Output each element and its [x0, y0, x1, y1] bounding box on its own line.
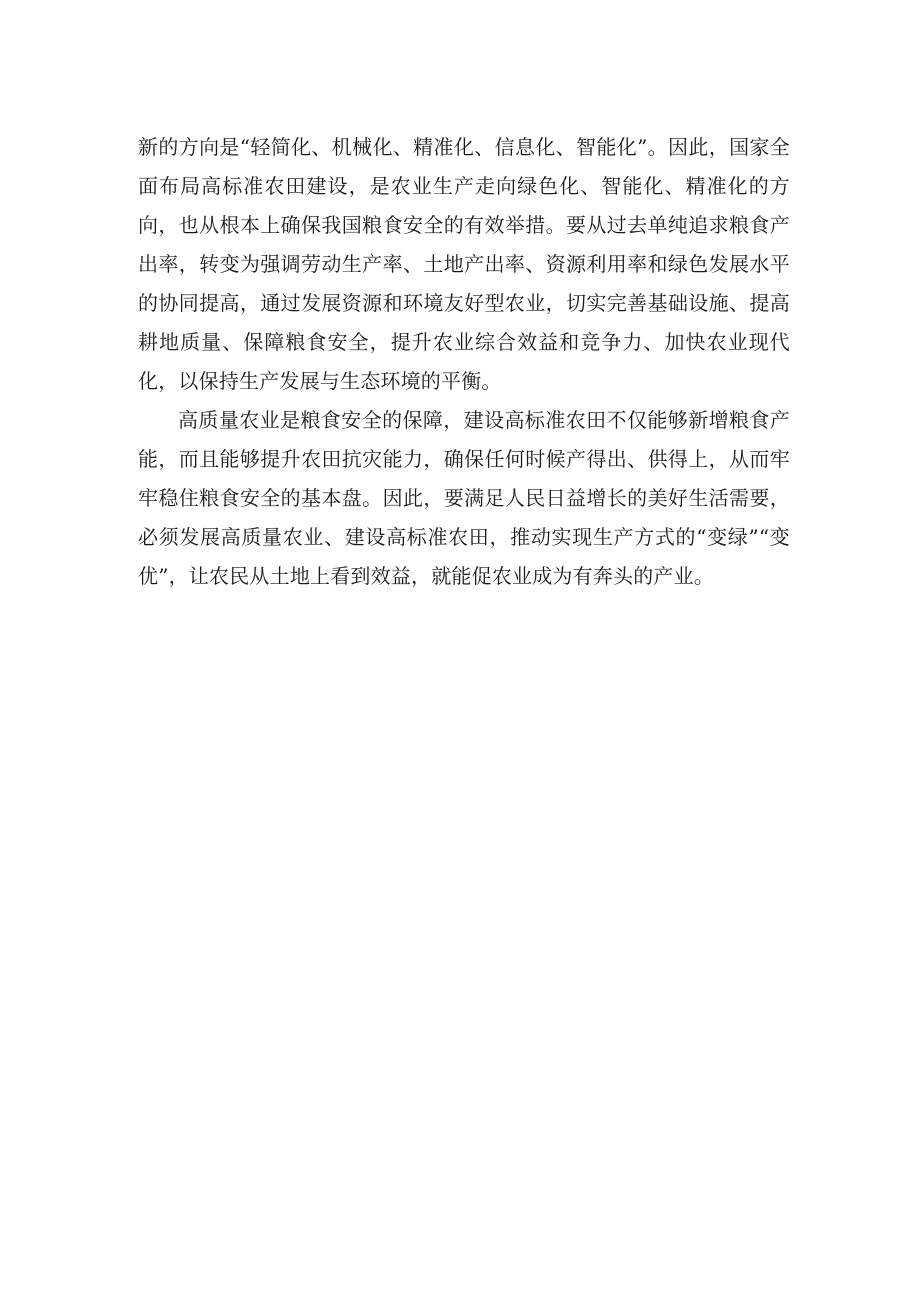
paragraph-1: 新的方向是“轻简化、机械化、精准化、信息化、智能化”。因此，国家全面布局高标准农田建设，是农业生产走向绿色化、智能化、精准化的方向，也从根本上确保我国粮食安全的有效举措。要从过去单纯追求粮食产出率，转变为强调劳动生产率、土地产出率、资源利用率和绿色发展水平的协同提高，通过发展资源和环境友好型农业，切实完善基础设施、提高耕地质量、保障粮食安全，提升农业综合效益和竞争力、加快农业现代化，以保持生产发展与生态环境的平衡。 — [138, 135, 790, 393]
paragraph-2: 高质量农业是粮食安全的保障，建设高标准农田不仅能够新增粮食产能，而且能够提升农田抗灾能力，确保任何时候产得出、供得上，从而牢牢稳住粮食安全的基本盘。因此，要满足人民日益增长的美好生活需要，必须发展高质量农业、建设高标准农田，推动实现生产方式的“变绿”“变优”，让农民从土地上看到效益，就能促农业成为有奔头的产业。 — [138, 408, 790, 588]
document-body — [138, 128, 790, 596]
